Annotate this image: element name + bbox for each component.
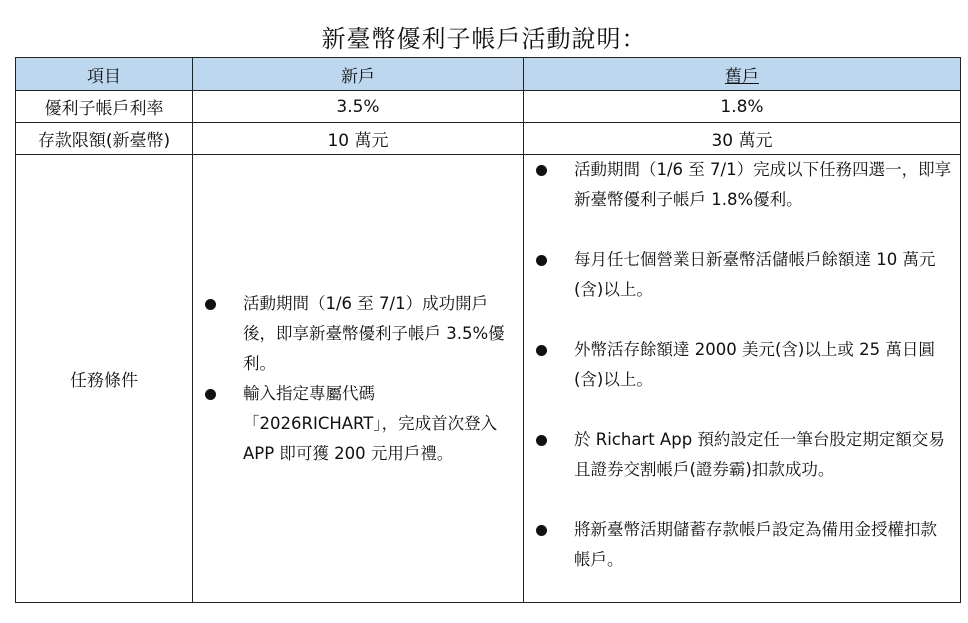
list-item: 活動期間（1/6 至 7/1）完成以下任務四選一，即享新臺幣優利子帳戶 1.8%優利。 [524,155,960,215]
new-interest-rate: 3.5% [193,91,524,123]
bullet-icon [536,435,547,446]
bullet-icon [536,165,547,176]
row-label-interest-rate: 優利子帳戶利率 [16,91,193,123]
old-deposit-limit: 30 萬元 [524,123,961,155]
header-item: 項目 [16,58,193,91]
list-item: 每月任七個營業日新臺幣活儲帳戶餘額達 10 萬元(含)以上。 [524,245,960,305]
bullet-icon [536,345,547,356]
table-row-tasks [16,155,961,603]
row-label-tasks: 任務條件 [16,155,193,603]
promotion-table [15,57,961,603]
bullet-icon [205,299,216,310]
row-label-deposit-limit: 存款限額(新臺幣) [16,123,193,155]
header-new-customer: 新戶 [193,58,524,91]
list-item: 將新臺幣活期儲蓄存款帳戶設定為備用金授權扣款帳戶。 [524,515,960,575]
header-existing-customer: 舊戶 [524,58,961,91]
existing-customer-tasks [524,155,961,603]
old-interest-rate: 1.8% [524,91,961,123]
new-deposit-limit: 10 萬元 [193,123,524,155]
table-header-row [16,58,961,91]
bullet-icon [536,525,547,536]
bullet-icon [536,255,547,266]
table-row [16,123,961,155]
table-row [16,91,961,123]
list-item: 於 Richart App 預約設定任一筆台股定期定額交易且證券交割帳戶(證券霸)扣款成功。 [524,425,960,485]
list-item: 活動期間（1/6 至 7/1）成功開戶後，即享新臺幣優利子帳戶 3.5%優利。 [193,289,523,379]
page-title: 新臺幣優利子帳戶活動說明： [321,25,647,53]
list-item: 外幣活存餘額達 2000 美元(含)以上或 25 萬日圓(含)以上。 [524,335,960,395]
bullet-icon [205,389,216,400]
list-item: 輸入指定專屬代碼「2026RICHART」，完成首次登入 APP 即可獲 200 元用戶禮。 [193,379,523,469]
new-customer-tasks [193,155,524,603]
